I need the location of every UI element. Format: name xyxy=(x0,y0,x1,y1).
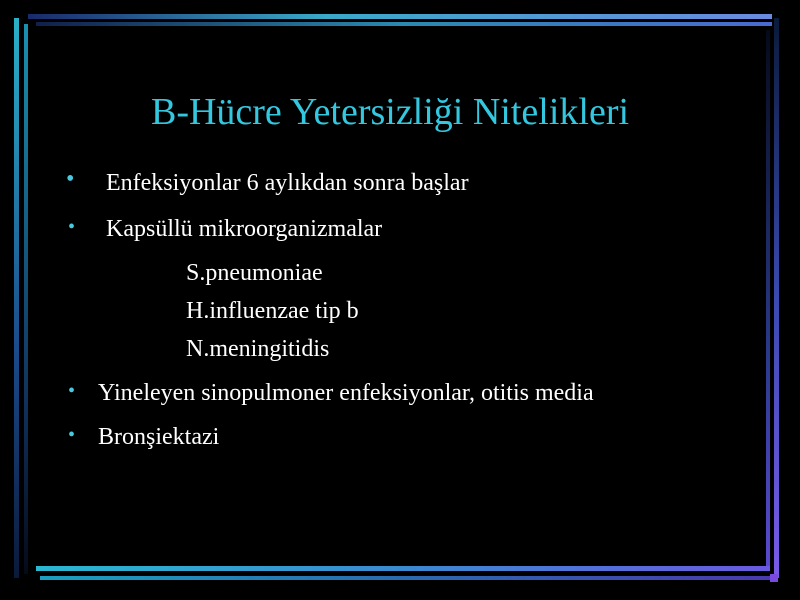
frame-corner-square xyxy=(770,574,778,582)
bullet-text: Enfeksiyonlar 6 aylıkdan sonra başlar xyxy=(106,170,469,196)
sub-item: H.influenzae tip b xyxy=(186,298,359,324)
frame-bottom-bar-inner xyxy=(40,576,770,580)
bullet-marker: • xyxy=(68,380,76,402)
bullet-marker: • xyxy=(66,166,75,192)
sub-item: N.meningitidis xyxy=(186,336,330,362)
frame-top-bar xyxy=(28,14,772,19)
slide-title: B-Hücre Yetersizliği Nitelikleri xyxy=(150,91,630,133)
bullet-text: Kapsüllü mikroorganizmalar xyxy=(106,216,383,242)
frame-top-bar-inner xyxy=(36,22,772,26)
bullet-text: Yineleyen sinopulmoner enfeksiyonlar, otitis media xyxy=(98,380,594,406)
frame-bottom-bar xyxy=(36,566,770,571)
bullet-marker: • xyxy=(68,424,76,446)
sub-item: S.pneumoniae xyxy=(186,260,323,286)
bullet-marker: • xyxy=(68,216,76,238)
bullet-text: Bronşiektazi xyxy=(98,424,220,450)
